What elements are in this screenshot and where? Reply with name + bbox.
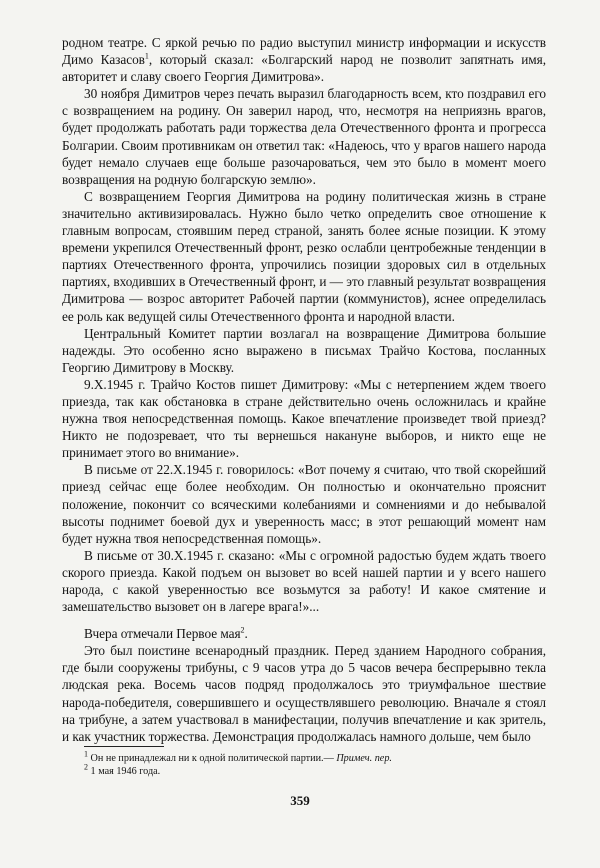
footnote-ref: 2 xyxy=(240,625,245,635)
paragraph-text: 30 ноября Димитров через печать выразил благодарность всем, кто поздравил его с возвращением на родину. Он заверил народ, что, несмотря на неприязнь врагов, будет продолжать работать ради торжества дела Отечественного фронта и прогресса Болгарии. Своим противникам он ответил так: «Надеюсь, что у врагов нашего народа будет немало случаев еще больше разочароваться, чем это было в момент моего возвращения на родную болгарскую землю». xyxy=(62,86,546,187)
footnote-mark: 2 xyxy=(84,762,88,772)
paragraph-2 xyxy=(62,85,546,188)
footnotes xyxy=(62,749,546,778)
paragraph-8 xyxy=(62,625,546,642)
paragraph-text: В письме от 30.X.1945 г. сказано: «Мы с огромной радостью будем ждать твоего скорого приезда. Какой подъем он вызовет во всей нашей партии и у всего нашего народа, с какой уверенностью все возьмутся за работу! И какое смятение и замешательство вызовет он в лагере врага!»... xyxy=(62,547,546,615)
paragraph-text: С возвращением Георгия Димитрова на родину политическая жизнь в стране значительно активизировалась. Нужно было четко определить свое отношение к главным вопросам, стоявшим перед страной, занять более ясные позиции. К этому времени укрепился Отечественный фронт, резко ослабли центробежные тенденции в партиях Отечественного фронта, упрочились позиции здоровых сил в отдельных партиях, входивших в Отечественный фронт, и — это главный результат возвращения Димитрова — возрос авторитет Рабочей партии (коммунистов), яснее определилась ее роль как ведущей силы Отечественного фронта и народной власти. xyxy=(62,188,546,324)
paragraph-text: Вчера отмечали Первое мая xyxy=(84,626,241,642)
paragraph-5 xyxy=(62,376,546,461)
footnote-ref: 1 xyxy=(144,51,149,61)
paragraph-text-cont: . xyxy=(244,626,248,642)
paragraph-text: родном театре. С яркой речью по радио выступил министр информации и искусств Димо Казасов xyxy=(62,35,546,68)
paragraph-text: 9.X.1945 г. Трайчо Костов пишет Димитрову: «Мы с нетерпением ждем твоего приезда, так как обстановка в стране действительно очень осложнилась и крайне нужна твоя непосредственная помощь. Какое впечатление произведет твой приезд? Никто не подозревает, что ты вернешься накануне выборов, и никто еще не принимает этого во внимание». xyxy=(62,376,546,461)
paragraph-4 xyxy=(62,325,546,376)
footnote-divider xyxy=(84,746,164,747)
paragraph-text-cont: , который сказал: «Болгарский народ не позволит запятнать имя, авторитет и славу своего Георгия Димитрова». xyxy=(62,52,546,85)
footnote-note: Примеч. пер. xyxy=(336,753,392,764)
body-text xyxy=(62,34,546,745)
footnote-1 xyxy=(62,749,546,765)
paragraph-7 xyxy=(62,547,546,615)
paragraph-9 xyxy=(62,642,546,745)
page-number: 359 xyxy=(290,793,310,808)
paragraph-1 xyxy=(62,34,546,85)
paragraph-text: Центральный Комитет партии возлагал на возвращение Димитрова большие надежды. Это особенно ясно выражено в письмах Трайчо Костова, посланных Георгию Димитрову в Москву. xyxy=(62,325,546,375)
footnote-2 xyxy=(62,762,546,778)
paragraph-text: Это был поистине всенародный праздник. Перед зданием Народного собрания, где были сооружены трибуны, с 9 часов утра до 5 часов вечера беспрерывно текла людская река. Восемь часов подряд продолжалось это триумфальное шествие народа-победителя, совершившего и осуществлявшего революцию. Вначале я стоял на трибуне, а затем участвовал в манифестации, получив впечатление и как зритель, и как участник торжества. Демонстрация продолжалась намного дольше, чем было xyxy=(62,643,546,744)
paragraph-text: В письме от 22.X.1945 г. говорилось: «Вот почему я считаю, что твой скорейший приезд сейчас еще более необходим. Он полностью и окончательно прояснит положение, покончит со всяческими колебаниями и сомнениями и до небывалой высоты поднимет боевой дух и уверенность масс; в этот решающий момент нам будет нужна твоя непосредственная помощь». xyxy=(62,462,546,546)
footnote-mark: 1 xyxy=(84,749,88,759)
paragraph-6 xyxy=(62,461,546,546)
footnote-text: Он не принадлежал ни к одной политической партии.— xyxy=(88,753,337,764)
footnote-text: 1 мая 1946 года. xyxy=(88,766,161,777)
paragraph-3 xyxy=(62,188,546,325)
